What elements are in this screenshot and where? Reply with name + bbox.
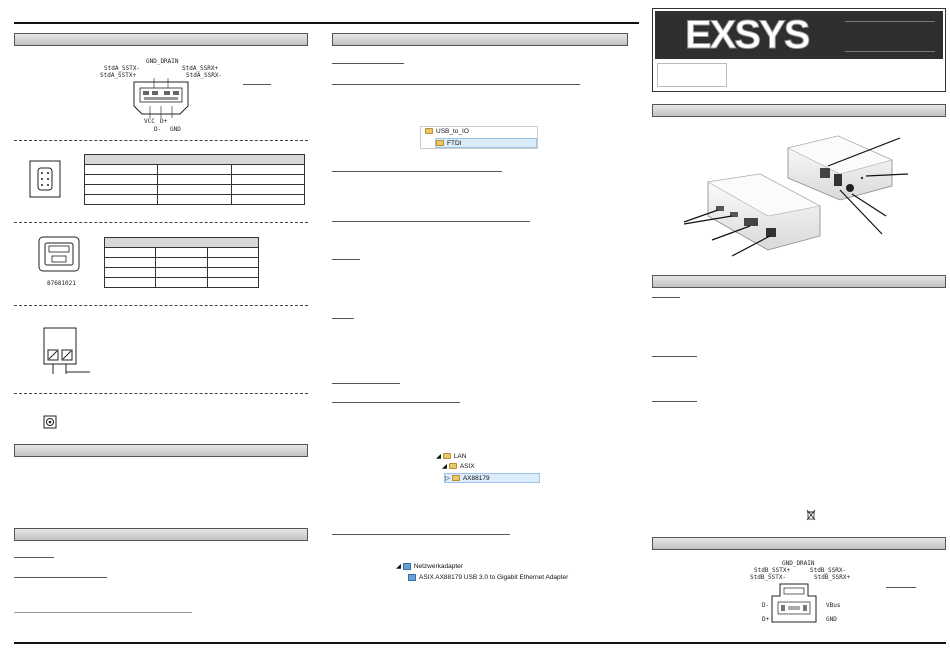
pin-label: StdA_SSTX+ <box>100 72 137 79</box>
text-line <box>332 63 404 64</box>
text-line <box>332 534 510 535</box>
text-line <box>332 84 580 85</box>
text-line <box>14 577 107 578</box>
text-line <box>243 84 271 85</box>
usb-b-port-outline <box>768 582 820 626</box>
pin-label: VCC <box>144 118 155 125</box>
usb-a-connector-diagram <box>90 58 250 133</box>
pin-label: GND_DRAIN <box>782 560 815 567</box>
folder-icon <box>449 463 457 469</box>
text-line <box>652 401 697 402</box>
bottom-rule <box>14 642 946 644</box>
device-tree-lan <box>432 452 540 484</box>
text-line <box>332 383 400 384</box>
pin-label: StdA_SSRX+ <box>182 65 219 72</box>
section-header-bar <box>332 33 628 46</box>
tree-item[interactable]: USB_to_IO <box>425 127 469 137</box>
folder-icon <box>436 140 444 146</box>
model-box <box>657 63 727 87</box>
pin-label: GND <box>170 126 181 133</box>
pin-label: GND <box>826 616 837 623</box>
text-line <box>652 297 680 298</box>
text-line <box>332 221 530 222</box>
banner-line <box>845 51 935 52</box>
pin-label: D- <box>154 126 162 133</box>
tree-item[interactable]: ◢ LAN <box>436 453 467 460</box>
network-adapter-icon <box>403 563 411 570</box>
text-line <box>14 612 192 613</box>
product-photo <box>660 130 916 270</box>
folder-icon <box>443 453 451 459</box>
pin-label: GND_DRAIN <box>146 58 179 65</box>
text-line <box>886 587 916 588</box>
title-box <box>652 8 946 92</box>
dc-power-jack-icon <box>43 415 57 429</box>
tree-item-selected[interactable]: FTDI <box>435 138 537 148</box>
divider <box>14 222 308 223</box>
tree-item[interactable]: ASIX AX88179 USB 3.0 to Gigabit Ethernet Adapter <box>408 573 568 583</box>
divider <box>14 140 308 141</box>
tree-item[interactable]: ◢ ASIX <box>442 463 475 470</box>
usb-a-port-outline <box>130 78 192 118</box>
usb-b-connector-diagram <box>740 560 890 632</box>
pin-label: StdB_SSRX- <box>810 567 847 574</box>
device-tree-network <box>396 562 569 584</box>
text-line <box>332 402 460 403</box>
section-header-bar <box>652 104 946 117</box>
text-line <box>14 557 54 558</box>
banner-line <box>845 21 935 22</box>
pin-label: VBus <box>826 602 841 609</box>
tree-item[interactable]: ◢ Netzwerkadapter <box>396 563 463 570</box>
divider <box>14 305 308 306</box>
folder-icon <box>452 475 460 481</box>
rj45-port-icon <box>38 236 80 280</box>
pin-label: StdB_SSRX+ <box>814 574 851 581</box>
section-header-bar <box>14 33 308 46</box>
section-header-bar <box>14 444 308 457</box>
section-header-bar <box>652 275 946 288</box>
pin-label: StdB_SSTX+ <box>754 567 791 574</box>
text-line <box>332 259 360 260</box>
serial-port-icon <box>29 160 61 198</box>
top-rule <box>14 22 639 24</box>
divider <box>14 393 308 394</box>
text-line <box>332 318 354 319</box>
weee-bin-icon <box>806 509 816 521</box>
terminal-block-icon <box>42 326 92 378</box>
pin-label: StdA_SSTX- <box>104 65 141 72</box>
serial-pin-table <box>84 154 305 205</box>
pin-label: D+ <box>160 118 168 125</box>
pin-label: D+ <box>762 616 770 623</box>
section-header-bar <box>652 537 946 550</box>
pin-label: D- <box>762 602 770 609</box>
text-line <box>652 356 697 357</box>
pin-label: StdA_SSRX- <box>186 72 223 79</box>
pin-label: StdB_SSTX- <box>750 574 787 581</box>
device-tree-io <box>420 126 538 149</box>
rj45-part-number: 87681021 <box>47 280 76 287</box>
exsys-logo: EXSYS <box>685 13 809 57</box>
text-line <box>332 171 502 172</box>
network-adapter-icon <box>408 574 416 581</box>
folder-icon <box>425 128 433 134</box>
rj45-pin-table <box>104 237 259 288</box>
section-header-bar <box>14 528 308 541</box>
logo-banner <box>655 11 943 59</box>
tree-item-selected[interactable]: ▷ AX88179 <box>444 473 540 483</box>
